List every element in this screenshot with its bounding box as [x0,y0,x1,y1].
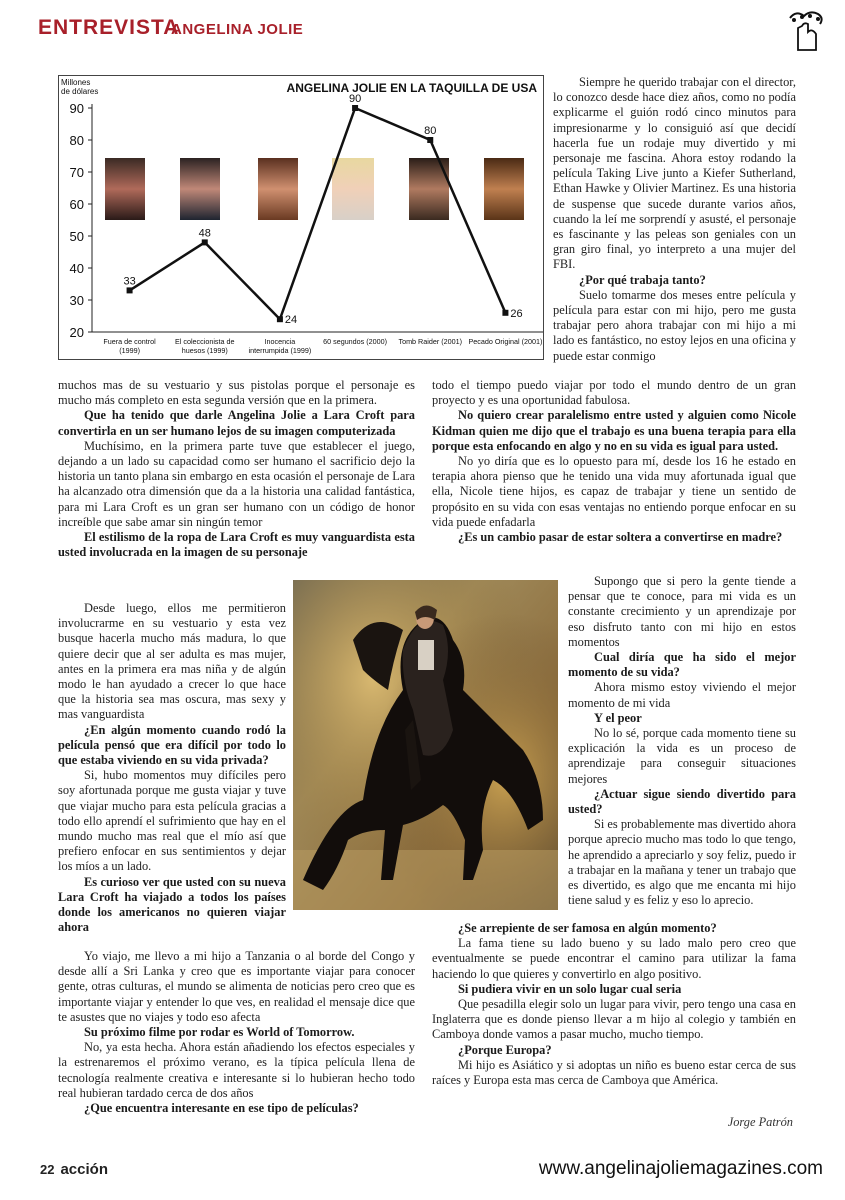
data-label: 24 [284,314,298,327]
x-category-label-line: 60 segundos (2000) [323,337,388,346]
column-right-mid [432,378,796,545]
column-left-bottom [58,949,415,1116]
chart-y-ticks [70,101,92,340]
x-category-label-line: huesos (1999) [181,346,228,355]
y-tick-label: 80 [69,133,84,148]
data-label: 33 [123,275,136,288]
x-category-label-line: El coleccionista de [174,337,235,346]
section-title: ENTREVISTA [38,16,180,39]
data-label: 90 [348,93,362,105]
interview-question: Si pudiera vivir en un solo lugar cual seria [458,981,682,996]
magazine-logo-icon [784,8,828,54]
interview-question: No quiero crear paralelismo entre usted y alguien como Nicole Kidman quien me dijo que el trabajo es una buena terapia para ella porque esta enfocando en algo y no en su vida es igual para usted. [432,408,796,453]
interview-answer: todo el tiempo puedo viajar por todo el mundo dentro de un gran proyecto y es una oportunidad fabulosa. [432,378,796,408]
interview-answer: No yo diría que es lo opuesto para mí, desde los 16 he estado en terapia ahora pienso que he tenido una vida muy afortunada igual que ella, Nicole tiene hijos, es capaz de trabajar y tiene un sentido de propósito en su vida con esas ventajas no entiendo porque enfocar en su vida puede enfadarla [432,454,796,529]
interview-question: ¿Se arrepiente de ser famosa en algún momento? [458,921,717,935]
interview-question: ¿Actuar sigue siendo divertido para usted? [568,786,796,817]
interview-answer: Suelo tomarme dos meses entre película y película para estar con mi hijo, pero me gusta trabajar pero ahora trabajar con mi hijo a mi lado es fantástico, no estoy lejos en una oficina y puede estar conmigo [553,287,796,363]
page-header [38,14,828,54]
author-signature: Jorge Patrón [727,1115,793,1129]
interview-question: Es curioso ver que usted con su nueva Lara Croft ha viajado a todos los países donde los americanos no quieren viajar ahora [58,874,286,935]
data-point [427,137,433,143]
data-point [127,287,133,293]
footer-page-info [40,1161,108,1178]
footer-url: www.angelinajoliemagazines.com [538,1158,823,1179]
interview-question: ¿Que encuentra interesante en ese tipo de películas? [84,1101,359,1116]
film-thumb-3 [258,158,298,220]
x-category-label-line: interrumpida (1999) [248,346,312,355]
column-right-narrow [568,574,796,908]
y-tick-label: 40 [69,261,84,276]
x-category-label [398,337,462,346]
chart-title: ANGELINA JOLIE EN LA TAQUILLA DE USA [286,81,537,95]
interview-answer: Ahora mismo estoy viviendo el mejor momento de mi vida [568,680,796,710]
column-left-mid [58,378,415,560]
page-number: 22 [40,1162,55,1177]
interview-answer: Que pesadilla elegir solo un lugar para vivir, pero tengo una casa en Inglaterra que es donde pienso llevar a m hijo al colegio y también en Camboya donde vamos a pasar mucho, mucho tiempo. [432,997,796,1042]
data-point [352,105,358,111]
film-thumb-4 [332,158,374,220]
film-thumb-2 [180,158,220,220]
y-tick-label: 50 [69,229,84,244]
interview-question: Que ha tenido que darle Angelina Jolie a Lara Croft para convertirla en un ser humano lejos de su imagen computerizada [58,408,415,438]
interview-answer: Supongo que si pero la gente tiende a pensar que te conoce, para mi vida es un constante crecimiento y un aprendizaje por eso disfruto tanto con mi hijo en estos momentos [568,574,796,649]
x-category-label-line: Tomb Raider (2001) [398,337,463,346]
chart-x-labels [103,337,542,355]
data-label: 80 [424,125,437,137]
x-category-label-line: (1999) [119,346,140,355]
x-category-label [103,337,156,355]
y-tick-label: 60 [69,197,84,212]
data-label: 48 [198,227,211,240]
x-category-label-line: Inocencia [264,337,296,346]
interview-answer: Yo viajo, me llevo a mi hijo a Tanzania o al borde del Congo y desde allí a Sri Lanka y creo que es importante viajar para conocer gente, otras culturas, el mundo se alimenta de noticias pero creo que es importante viajar y entender lo que ves, en realidad el mensaje dice que te asustes que no viajes y todo eso afecta [58,949,415,1024]
y-tick-label: 20 [69,325,84,340]
data-point [277,316,283,322]
chart-svg [59,76,545,361]
data-point [502,310,508,316]
interview-answer: No lo sé, porque cada momento tiene su explicación la vida es un proceso de aprendizaje para conseguir situaciones mejores [568,726,796,786]
interview-question: Y el peor [594,710,642,725]
interview-question: El estilismo de la ropa de Lara Croft es muy vanguardista esta usted involucrada en la imagen de su personaje [58,530,415,560]
interview-answer: Si es probablemente mas divertido ahora porque aprecio mucho mas todo lo que tengo, he aprendido a apreciarlo y soy feliz, puedo ir a trabajar en la mañana y tener un trabajo que es divertido, es algo que me encanta mi hijo tiene salud y es feliz y eso lo aprecio. [568,817,796,908]
interview-question: Cual diría que ha sido el mejor momento de su vida? [568,650,796,680]
film-thumb-6 [484,158,524,220]
y-tick-label: 30 [69,293,84,308]
chart-ylabel-line-2: de dólares [61,87,99,96]
x-category-label [323,337,387,346]
interview-answer: No, ya esta hecha. Ahora están añadiendo los efectos especiales y la estrenaremos el próximo verano, es la típica película llena de tecnología realmente creativa e interesante si lo hubieran hecho todo real hubieran tardado cerca de dos años [58,1040,415,1100]
chart-ylabel-line-1: Millones [61,78,91,87]
data-point [202,239,208,245]
magazine-name: acción [60,1161,108,1178]
interview-answer: La fama tiene su lado bueno y su lado malo pero creo que eventualmente se puede encontrar el camino para utilizar la fama haciendo lo que quieres y convertirlo en algo positivo. [432,936,796,981]
interview-answer: Si, hubo momentos muy difíciles pero soy afortunada porque me gusta viajar y tuve que viajar mucho para esta película gracias a todo ello aprendí el sufrimiento que hay en el mundo mucho mas real que el mío así que prefiero enfocar en sus sentimientos y dejar los míos a un lado. [58,768,286,874]
lara-croft-horse-photo [293,580,558,910]
column-left-narrow [58,601,286,935]
x-category-label [468,337,542,346]
y-tick-label: 70 [69,165,84,180]
interview-answer: Desde luego, ellos me permitieron involucrarme en su vestuario y esta vez busque hacerla mucho más madura, lo que quiere decir que al ser adulta es mas mujer, antes en la primera era mas niña y de algún modo le han ayudado a crecer lo que hace que la historia sea mas oscura, mas sexy y mas vanguardista [58,601,286,722]
chart-ylabel [61,78,98,96]
x-category-label-line: Pecado Original (2001) [468,337,543,346]
data-label: 26 [510,307,523,320]
box-office-chart [58,75,544,360]
interview-question: ¿Es un cambio pasar de estar soltera a convertirse en madre? [458,530,783,545]
y-tick-label: 90 [69,101,84,116]
x-category-label-line: Fuera de control [103,337,156,346]
x-category-label [175,337,235,355]
section-subject: ANGELINA JOLIE [171,21,304,38]
interview-answer: Siempre he querido trabajar con el director, lo conozco desde hace diez años, como no podía explicarme el guión rodó cinco minutos para impresionarme y lo consiguió así que decidí hacerla fue un rodaje muy divertido y mi personaje me fascina. Ahora estoy rodando la película Taking Live junto a Kiefer Sutherland, Ethan Hawke y Olivier Martinez. Es una historia de suspense que sucede durante varios años, cuando la leí me sorprendí y asusté, el personaje es fascinante y las peleas son geniales con un gran giro final, yo interpreto a una mujer del FBI. [553,75,796,272]
interview-answer: muchos mas de su vestuario y sus pistolas porque el personaje es mucho más completo en esta segunda versión que en la primera. [58,378,415,408]
column-right-top [553,75,796,364]
interview-answer: Muchísimo, en la primera parte tuve que establecer el juego, dejando a un lado su capacidad como ser humano el sacrificio dejo la historia un tanto plana sin embargo en esta ocasión el personaje de Lara ha alcanzado otra dimensión que da a la historia una calidad fantástica, para mi Lara Croft es un gran ser humano con un código de honor increíble que sabe amar sin ningún temor [58,438,415,529]
interview-question: ¿Porque Europa? [458,1042,552,1057]
interview-question: ¿Por qué trabaja tanto? [579,272,706,287]
interview-question: Su próximo filme por rodar es World of Tomorrow. [84,1025,355,1040]
interview-answer: Mi hijo es Asiático y si adoptas un niño es bueno estar cerca de sus raíces y Europa esta mas cerca de Camboya que América. [432,1057,796,1088]
column-right-bottom [432,921,796,1088]
x-category-label [249,337,312,355]
interview-question: ¿En algún momento cuando rodó la película pensó que era difícil por todo lo que estaba viviendo en su vida privada? [58,722,286,768]
film-thumb-1 [105,158,145,220]
